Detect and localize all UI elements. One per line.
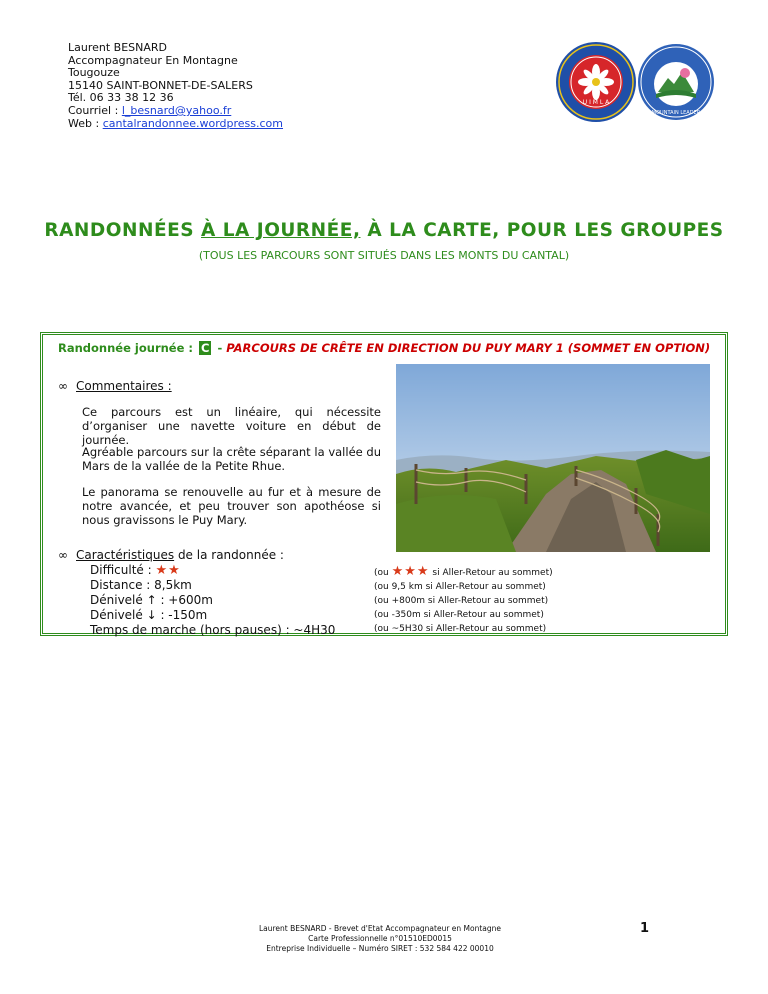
contact-phone: Tél. 06 33 38 12 36 bbox=[68, 91, 174, 105]
distance-value: Distance : 8,5km bbox=[90, 578, 192, 592]
contact-place: Tougouze bbox=[68, 66, 120, 80]
route-dash: - bbox=[213, 341, 227, 355]
comments-heading-text: Commentaires : bbox=[76, 379, 172, 393]
alt-distance-value: (ou 9,5 km si Aller-Retour au sommet) bbox=[374, 582, 546, 592]
page-title bbox=[0, 220, 768, 241]
title-part2: À LA JOURNÉE, bbox=[201, 220, 361, 241]
footer-line-3: Entreprise Individuelle – Numéro SIRET : 532 584 422 00010 bbox=[266, 944, 494, 953]
route-name: PARCOURS DE CRÊTE EN DIRECTION DU PUY MARY 1 (SOMMET EN OPTION) bbox=[226, 341, 711, 355]
email-link[interactable]: l_besnard@yahoo.fr bbox=[121, 103, 232, 117]
alt-difficulty-stars-icon: ★★★ bbox=[391, 564, 430, 579]
comment-paragraph: Agréable parcours sur la crête séparant la vallée du Mars de la vallée de la Petite Rhue. bbox=[82, 445, 381, 473]
contact-name: Laurent BESNARD bbox=[68, 41, 168, 54]
mountain-leader-logo-text: MOUNTAIN LEADER bbox=[651, 110, 701, 116]
difficulty-line bbox=[90, 563, 181, 578]
association-logos bbox=[556, 40, 716, 124]
uimla-logo bbox=[556, 42, 636, 122]
route-title bbox=[58, 341, 710, 355]
contact-city: 15140 SAINT-BONNET-DE-SALERS bbox=[68, 78, 253, 92]
walking-time-value: Temps de marche (hors pauses) : ~4H30 bbox=[90, 623, 336, 637]
comments-heading bbox=[58, 379, 172, 393]
contact-profession: Accompagnateur En Montagne bbox=[68, 53, 238, 67]
elevation-down-value: Dénivelé ↓ : -150m bbox=[90, 608, 208, 622]
page-subtitle: (TOUS LES PARCOURS SONT SITUÉS DANS LES MONTS DU CANTAL) bbox=[198, 249, 570, 262]
mountain-leader-logo bbox=[638, 44, 714, 120]
characteristics-heading-underlined: Caractéristiques bbox=[76, 548, 175, 562]
web-link[interactable]: cantalrandonnee.wordpress.com bbox=[102, 116, 284, 130]
alt-walking-time-value: (ou ~5H30 si Aller-Retour au sommet) bbox=[374, 624, 547, 634]
comments-bullet: ∞ bbox=[58, 379, 68, 393]
contact-block bbox=[68, 42, 283, 130]
difficulty-label: Difficulté : bbox=[90, 563, 156, 577]
alt-elevation-up-value: (ou +800m si Aller-Retour au sommet) bbox=[374, 596, 549, 606]
page-footer bbox=[200, 924, 560, 954]
contact-web-line bbox=[68, 118, 283, 131]
footer-line-2: Carte Professionnelle n°01510ED0015 bbox=[308, 934, 452, 943]
title-part3: À LA CARTE, POUR LES GROUPES bbox=[360, 220, 724, 241]
elevation-up-value: Dénivelé ↑ : +600m bbox=[90, 593, 213, 607]
footer-line-1: Laurent BESNARD - Brevet d'Etat Accompagnateur en Montagne bbox=[258, 924, 502, 933]
page-number: 1 bbox=[640, 921, 650, 936]
ridge-photo bbox=[396, 364, 710, 552]
characteristics-bullet: ∞ bbox=[58, 548, 68, 562]
title-part1: RANDONNÉES bbox=[44, 220, 201, 241]
characteristics-heading-rest: de la randonnée : bbox=[174, 548, 284, 562]
alt-difficulty-suffix: si Aller-Retour au sommet) bbox=[429, 568, 553, 578]
route-prefix: Randonnée journée : bbox=[58, 341, 198, 355]
characteristics-heading bbox=[58, 548, 284, 562]
comment-paragraph: Ce parcours est un linéaire, qui nécessite d’organiser une navette voiture en début de journée. bbox=[82, 405, 381, 447]
alt-elevation-down-value: (ou -350m si Aller-Retour au sommet) bbox=[374, 610, 544, 620]
difficulty-stars-icon: ★★ bbox=[155, 563, 181, 578]
comment-paragraph: Le panorama se renouvelle au fur et à mesure de notre avancée, et peu trouver son apothéose si nous gravissons le Puy Mary. bbox=[82, 485, 381, 527]
email-label: Courriel : bbox=[68, 103, 122, 117]
route-badge: C bbox=[201, 341, 210, 355]
uimla-logo-text: U I M L A bbox=[582, 99, 610, 106]
alt-difficulty-line bbox=[374, 564, 553, 579]
alt-difficulty-prefix: (ou bbox=[374, 568, 392, 578]
web-label: Web : bbox=[68, 116, 103, 130]
